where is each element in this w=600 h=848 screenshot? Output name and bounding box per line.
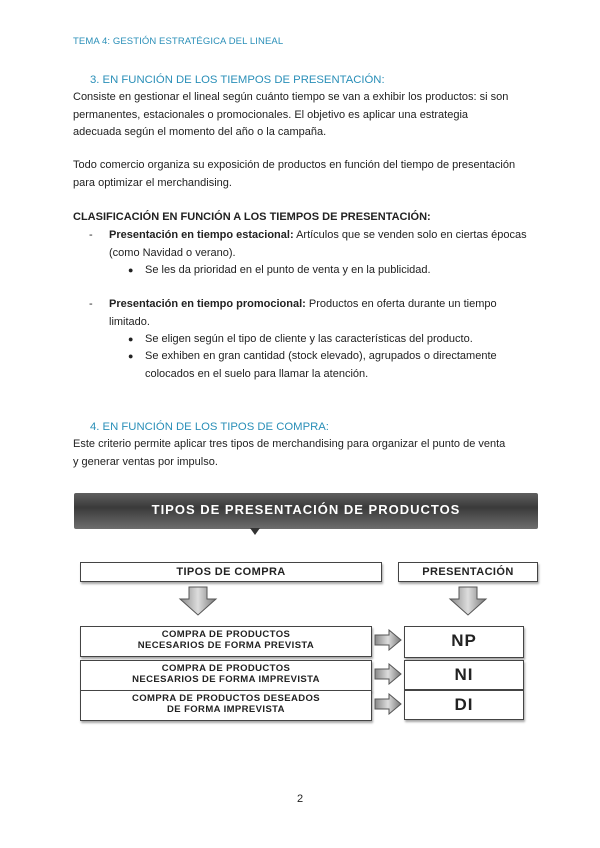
section-3-paragraph-2 xyxy=(73,157,533,192)
row-line: NECESARIOS DE FORMA PREVISTA xyxy=(137,639,315,651)
section-4-heading: 4. EN FUNCIÓN DE LOS TIPOS DE COMPRA: xyxy=(90,421,329,433)
bullet-text: Se eligen según el tipo de cliente y las características del producto. xyxy=(145,333,473,345)
paragraph-line: Todo comercio organiza su exposición de productos en función del tiempo de presentación xyxy=(73,159,516,171)
right-arrow-icon xyxy=(374,663,402,685)
paragraph-line: Consiste en gestionar el lineal según cuánto tiempo se van a exhibir los productos: si son xyxy=(73,91,509,103)
item-label: Presentación en tiempo estacional: xyxy=(109,229,294,241)
section-3-paragraph xyxy=(73,89,533,142)
dash-marker: - xyxy=(89,229,93,241)
diagram-banner xyxy=(74,493,538,529)
purchase-type-row xyxy=(80,626,372,657)
presentation-header: PRESENTACIÓN xyxy=(398,562,538,582)
paragraph-line: adecuada según el momento del año o la campaña. xyxy=(73,126,327,138)
right-arrow-icon xyxy=(374,629,402,651)
section-3-heading: 3. EN FUNCIÓN DE LOS TIEMPOS DE PRESENTACIÓN: xyxy=(90,74,385,86)
right-arrow-icon xyxy=(374,693,402,715)
bullet-text xyxy=(145,348,515,383)
presentation-types-diagram xyxy=(70,490,540,730)
purchase-type-row xyxy=(80,660,372,691)
purchase-types-header: TIPOS DE COMPRA xyxy=(80,562,382,582)
row-line: COMPRA DE PRODUCTOS xyxy=(161,629,291,640)
paragraph-line: para optimizar el merchandising. xyxy=(73,176,232,189)
paragraph-line: permanentes, estacionales o promocionales. El objetivo es aplicar una estrategia xyxy=(73,108,469,121)
presentation-code-ni: NI xyxy=(404,660,524,690)
presentation-code-np: NP xyxy=(404,626,524,658)
purchase-type-row xyxy=(80,690,372,721)
section-4-paragraph xyxy=(73,436,533,471)
row-line: DE FORMA IMPREVISTA xyxy=(167,703,285,715)
row-line: COMPRA DE PRODUCTOS DESEADOS xyxy=(131,693,321,704)
item-text: limitado. xyxy=(109,315,150,328)
dash-marker: - xyxy=(89,298,93,310)
bullet-dot-icon: ● xyxy=(128,265,134,275)
presentation-code-di: DI xyxy=(404,690,524,720)
paragraph-line: y generar ventas por impulso. xyxy=(73,455,218,468)
item-text: (como Navidad o verano). xyxy=(109,246,236,259)
item-text: Productos en oferta durante un tiempo xyxy=(305,298,497,310)
row-line: COMPRA DE PRODUCTOS xyxy=(161,663,291,674)
item-label: Presentación en tiempo promocional: xyxy=(109,298,306,310)
item-text: Artículos que se venden solo en ciertas épocas xyxy=(293,229,527,241)
page-number: 2 xyxy=(296,793,304,805)
down-arrow-icon xyxy=(448,586,488,616)
bullet-line: Se exhiben en gran cantidad (stock elevado), agrupados o directamente xyxy=(145,350,497,362)
bullet-dot-icon: ● xyxy=(128,334,134,344)
paragraph-line: Este criterio permite aplicar tres tipos de merchandising para organizar el punto de venta xyxy=(73,438,506,450)
row-line: NECESARIOS DE FORMA IMPREVISTA xyxy=(132,673,320,685)
bullet-dot-icon: ● xyxy=(128,351,134,361)
banner-pointer-icon xyxy=(250,528,260,535)
document-header: TEMA 4: GESTIÓN ESTRATÉGICA DEL LINEAL xyxy=(73,36,284,47)
down-arrow-icon xyxy=(178,586,218,616)
bullet-line: colocados en el suelo para llamar la atención. xyxy=(145,367,369,380)
banner-title: TIPOS DE PRESENTACIÓN DE PRODUCTOS xyxy=(151,502,461,517)
classification-title: CLASIFICACIÓN EN FUNCIÓN A LOS TIEMPOS DE PRESENTACIÓN: xyxy=(73,211,431,223)
bullet-text: Se les da prioridad en el punto de venta y en la publicidad. xyxy=(145,264,431,276)
